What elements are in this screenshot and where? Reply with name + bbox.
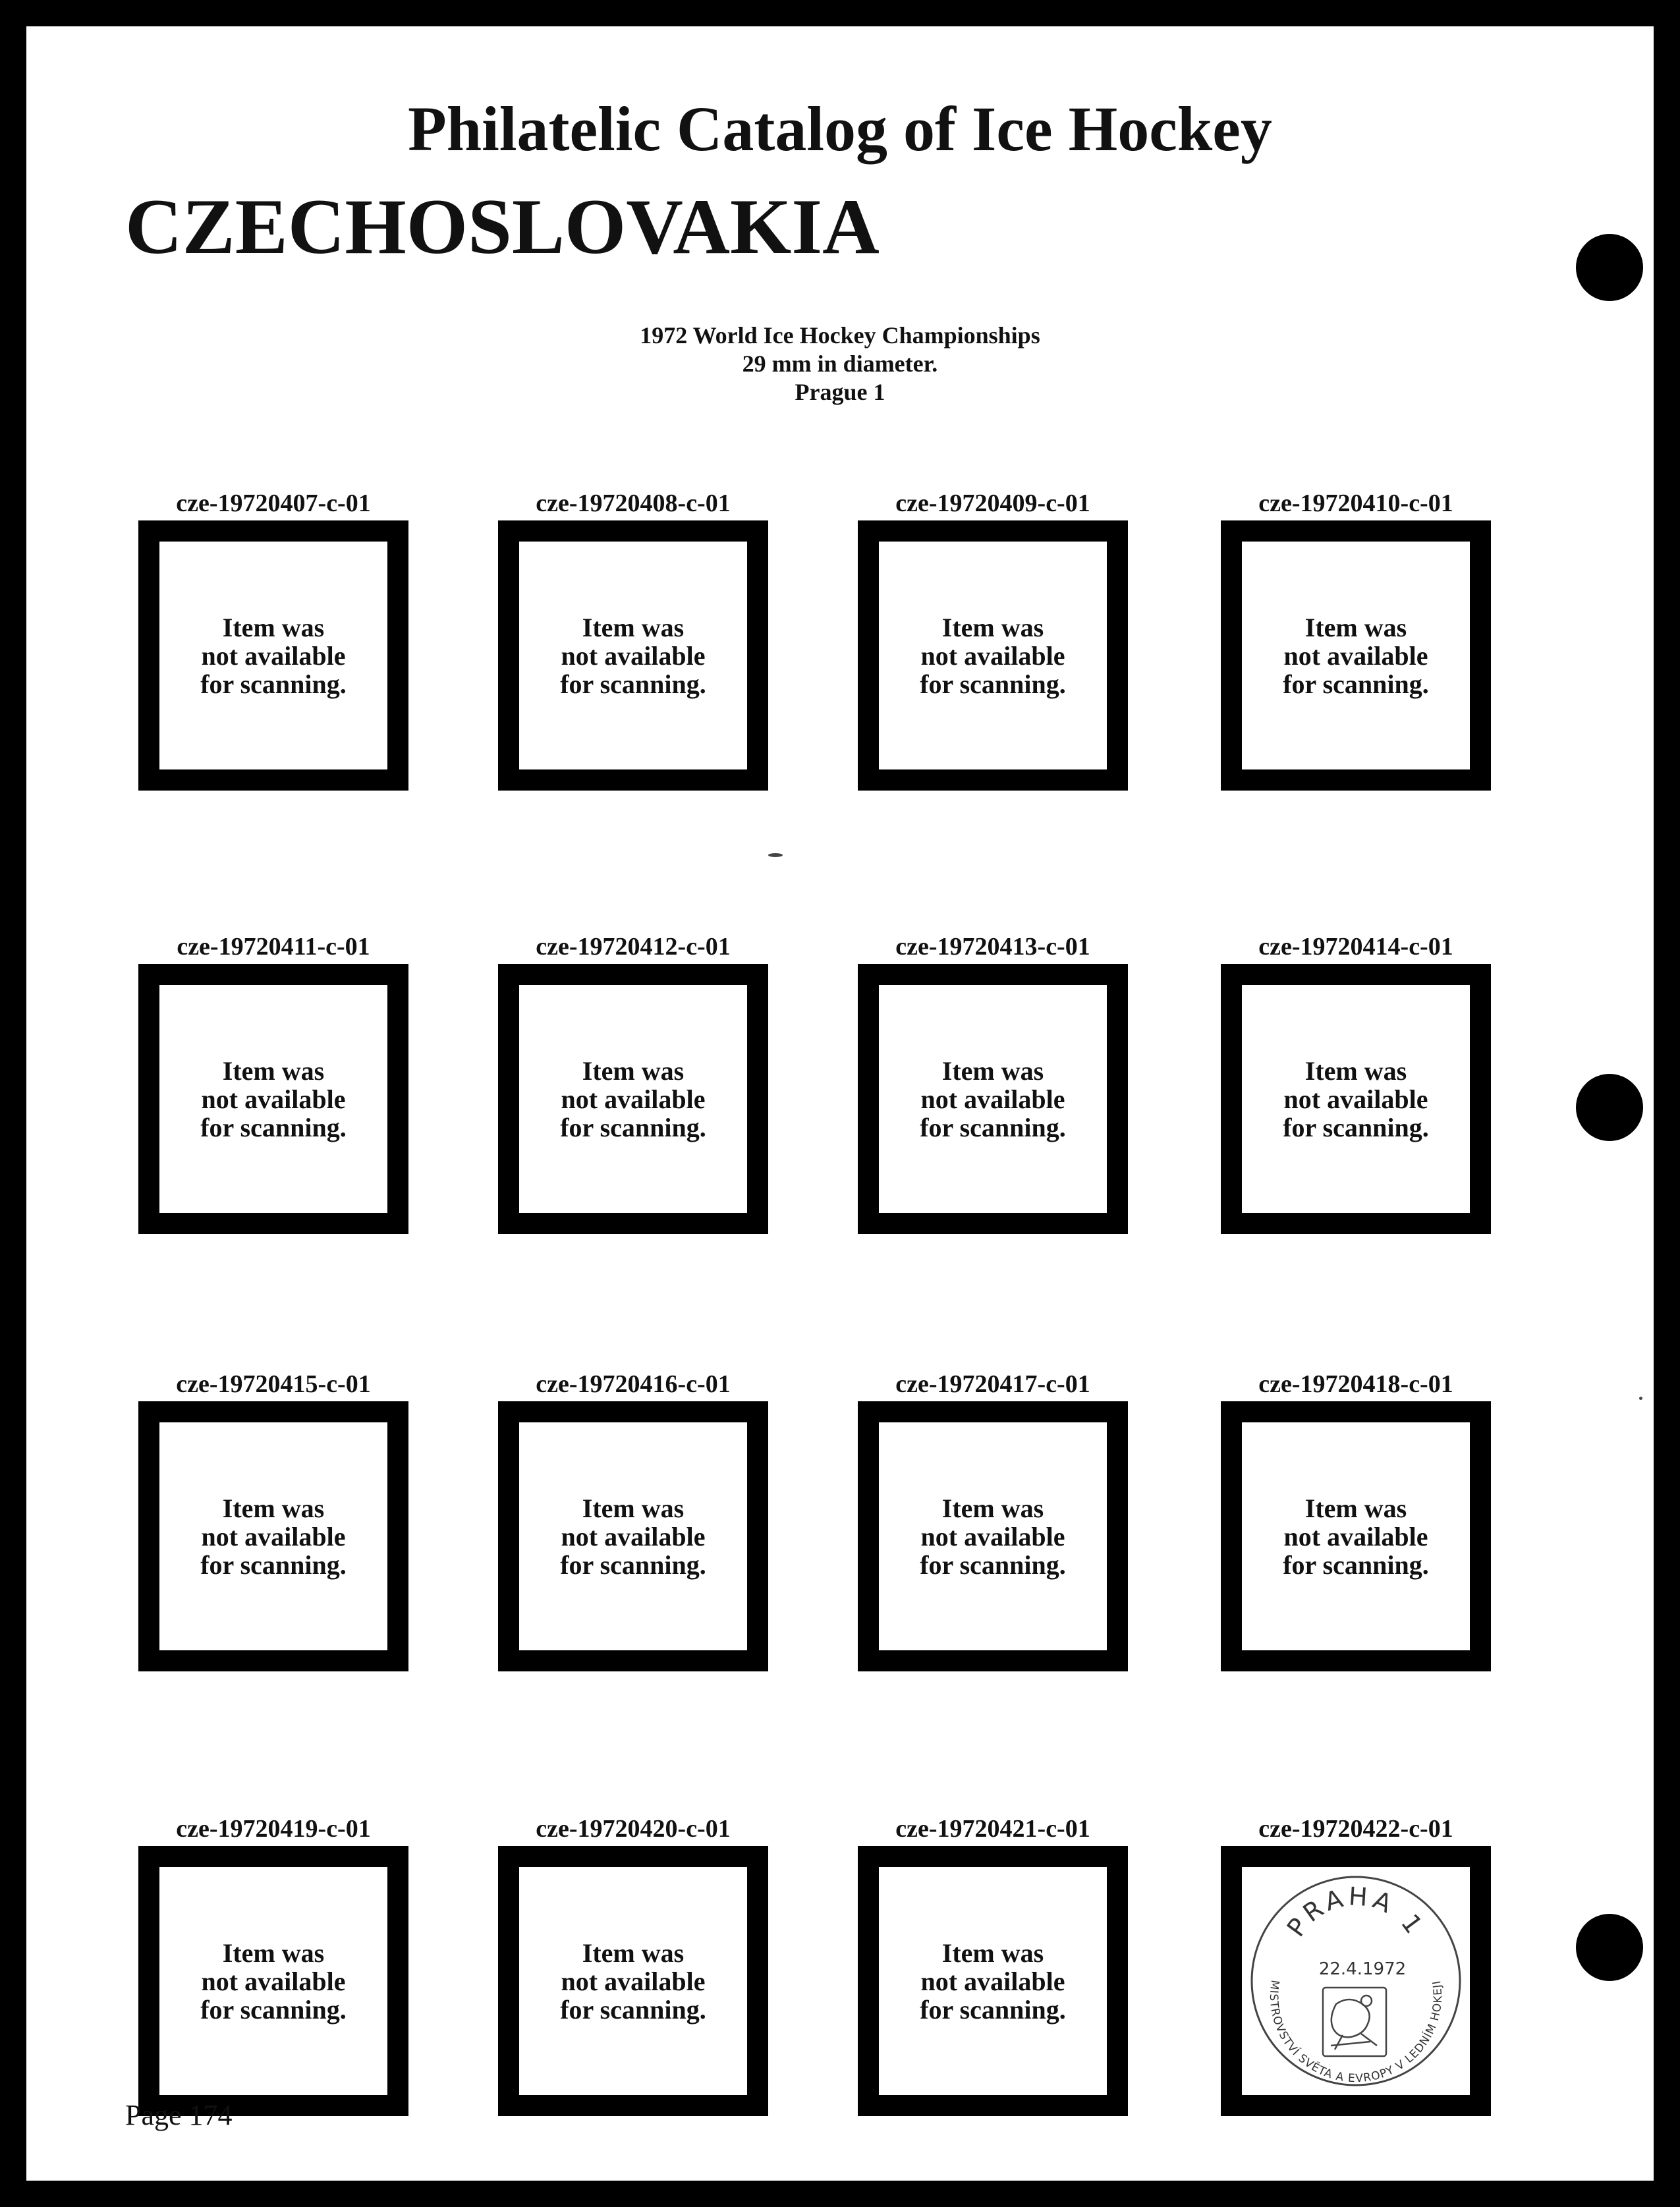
item-id: cze-19720407-c-01: [176, 489, 371, 517]
item-id: cze-19720415-c-01: [176, 1370, 371, 1398]
catalog-item: [1221, 1368, 1491, 1671]
catalog-item: [858, 1813, 1128, 2116]
item-frame: [858, 1401, 1128, 1671]
unavailable-notice: Item was not available for scanning.: [200, 1055, 347, 1142]
scan-speck: [1639, 1397, 1642, 1400]
catalog-item: [138, 1368, 408, 1671]
page-number: Page 174: [125, 2099, 233, 2131]
unavailable-notice: Item was not available for scanning.: [1283, 1493, 1429, 1580]
subtitle-location: Prague 1: [795, 379, 885, 405]
item-id: cze-19720408-c-01: [536, 489, 731, 517]
catalog-item: [1221, 1813, 1491, 2116]
item-frame: [138, 520, 408, 791]
postmark-ring-text: MISTROVSTVÍ SVĚTA A EVROPY V LEDNÍM HOKEJI: [1266, 1979, 1445, 2086]
item-id: cze-19720413-c-01: [895, 933, 1090, 961]
item-id: cze-19720410-c-01: [1258, 489, 1453, 517]
catalog-title: Philatelic Catalog of Ice Hockey: [408, 94, 1272, 164]
hockey-player-emblem-icon: [1323, 1988, 1386, 2056]
item-frame: [1221, 520, 1491, 791]
unavailable-notice: Item was not available for scanning.: [560, 1055, 706, 1142]
unavailable-notice: Item was not available for scanning.: [920, 612, 1066, 699]
item-frame: [138, 964, 408, 1234]
catalog-item: [138, 488, 408, 791]
unavailable-notice: Item was not available for scanning.: [560, 1938, 706, 2025]
item-id: cze-19720412-c-01: [536, 933, 731, 961]
catalog-item: [1221, 488, 1491, 791]
unavailable-notice: Item was not available for scanning.: [920, 1938, 1066, 2025]
item-id: cze-19720419-c-01: [176, 1815, 371, 1843]
item-id: cze-19720418-c-01: [1258, 1370, 1453, 1398]
catalog-page: [26, 26, 1654, 2181]
item-frame: [1221, 1846, 1491, 2116]
catalog-item: [858, 931, 1128, 1234]
subtitle-diameter: 29 mm in diameter.: [742, 350, 938, 377]
postmark-city: PRAHA 1: [1281, 1882, 1431, 1942]
item-frame: [858, 964, 1128, 1234]
section-subtitle: [26, 321, 1654, 406]
catalog-item: [498, 488, 768, 791]
postmark-date: 22.4.1972: [1318, 1959, 1407, 1979]
item-id: cze-19720411-c-01: [177, 933, 370, 961]
item-id: cze-19720417-c-01: [895, 1370, 1090, 1398]
item-id: cze-19720416-c-01: [536, 1370, 731, 1398]
catalog-item: [498, 1813, 768, 2116]
item-frame: [138, 1401, 408, 1671]
item-frame: [138, 1846, 408, 2116]
item-frame: [498, 520, 768, 791]
item-frame: [858, 520, 1128, 791]
item-frame: [498, 964, 768, 1234]
catalog-item: [1221, 931, 1491, 1234]
subtitle-event: 1972 World Ice Hockey Championships: [640, 322, 1040, 349]
item-frame: [1221, 964, 1491, 1234]
catalog-item: [138, 931, 408, 1234]
item-frame: [1221, 1401, 1491, 1671]
item-frame: [498, 1846, 768, 2116]
punch-hole-bottom: [1576, 1914, 1643, 1981]
scan-speck: [768, 853, 783, 857]
unavailable-notice: Item was not available for scanning.: [200, 1938, 347, 2025]
unavailable-notice: Item was not available for scanning.: [200, 612, 347, 699]
unavailable-notice: Item was not available for scanning.: [1283, 1055, 1429, 1142]
unavailable-notice: Item was not available for scanning.: [200, 1493, 347, 1580]
catalog-item: [498, 931, 768, 1234]
item-frame: [858, 1846, 1128, 2116]
item-id: cze-19720420-c-01: [536, 1815, 731, 1843]
catalog-item: [138, 1813, 408, 2116]
item-id: cze-19720422-c-01: [1258, 1815, 1453, 1843]
unavailable-notice: Item was not available for scanning.: [560, 1493, 706, 1580]
country-title: CZECHOSLOVAKIA: [125, 182, 880, 270]
catalog-item: [498, 1368, 768, 1671]
catalog-item: [858, 488, 1128, 791]
punch-hole-middle: [1576, 1074, 1643, 1141]
unavailable-notice: Item was not available for scanning.: [920, 1055, 1066, 1142]
unavailable-notice: Item was not available for scanning.: [920, 1493, 1066, 1580]
item-id: cze-19720414-c-01: [1258, 933, 1453, 961]
unavailable-notice: Item was not available for scanning.: [560, 612, 706, 699]
unavailable-notice: Item was not available for scanning.: [1283, 612, 1429, 699]
postmark-cancellation: [1244, 1869, 1468, 2093]
punch-hole-top: [1576, 234, 1643, 301]
item-id: cze-19720421-c-01: [895, 1815, 1090, 1843]
item-id: cze-19720409-c-01: [895, 489, 1090, 517]
item-frame: [498, 1401, 768, 1671]
catalog-item: [858, 1368, 1128, 1671]
